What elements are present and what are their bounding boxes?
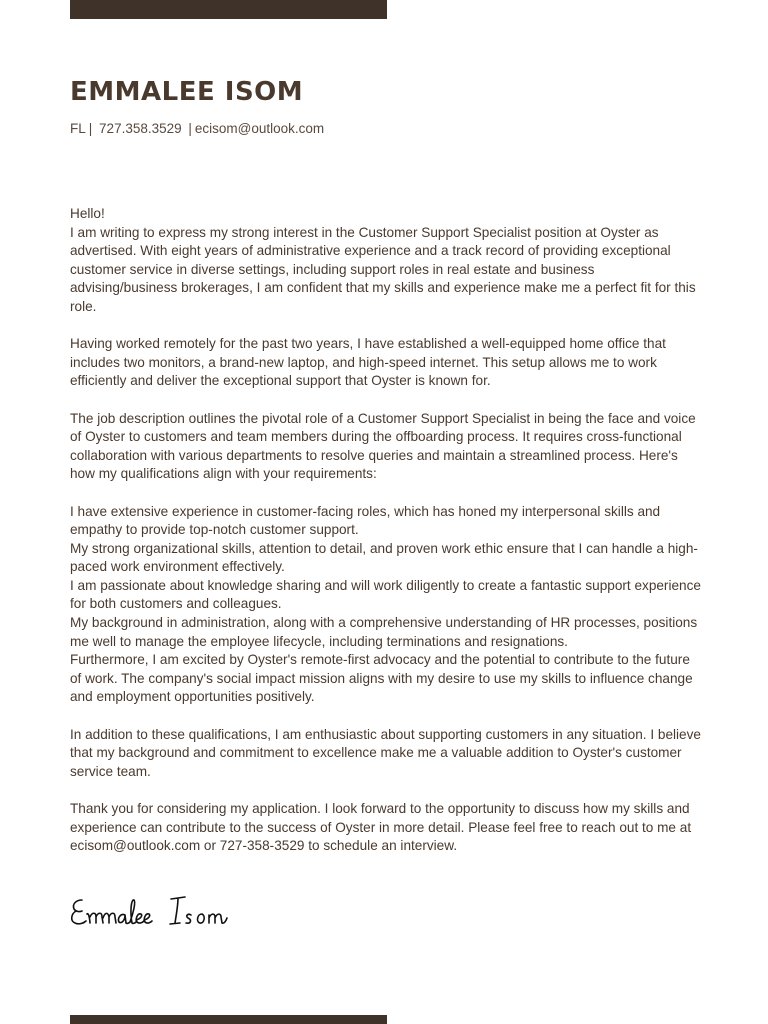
contact-separator: | — [188, 121, 192, 136]
closing-paragraph: Thank you for considering my application. I look forward to the opportunity to discuss how my skills and experience can contribute to the success of Oyster in more detail. Please feel free to reach out to me at ecisom@outlook.com or 727-358-3529 to schedule an interview. — [70, 801, 692, 854]
qualification-item: My strong organizational skills, attention to detail, and proven work ethic ensure that I can handle a high-paced work environment effectively. — [70, 540, 698, 575]
qualification-item: My background in administration, along with a comprehensive understanding of HR processes, positions me well to manage the employee lifecycle, including terminations and resignations. — [70, 615, 698, 649]
qualification-item: Furthermore, I am excited by Oyster's remote-first advocacy and the potential to contribute to the future of work. The company's social impact mission aligns with my desire to use my skills to influence change and employment opportunities positively. — [70, 652, 693, 705]
applicant-name: EMMALEE ISOM — [70, 77, 304, 107]
letter-body — [70, 205, 702, 874]
contact-separator: | — [88, 121, 93, 136]
qualification-item: I have extensive experience in customer-facing roles, which has honed my interpersonal skills and empathy to provide top-notch customer support. — [70, 503, 661, 538]
body-paragraph: I am writing to express my strong interest in the Customer Support Specialist position at Oyster as advertised. With eight years of administrative experience and a track record of providing exceptional customer service in diverse settings, including support roles in real estate and business advising/business brokerages, I am confident that my skills and experience make me a perfect fit for this role. — [70, 224, 696, 314]
closing-paragraph: In addition to these qualifications, I am enthusiastic about supporting customers in any situation. I believe that my background and commitment to excellence make me a valuable addition to Oyster's customer service team. — [70, 726, 701, 779]
top-accent-bar — [70, 0, 387, 19]
qualification-item: I am passionate about knowledge sharing and will work diligently to create a fantastic support experience for both customers and colleagues. — [70, 577, 701, 612]
handwritten-signature — [68, 890, 298, 934]
bottom-accent-bar — [70, 1015, 387, 1024]
email-address: ecisom@outlook.com — [194, 121, 325, 136]
location: FL — [70, 121, 86, 136]
body-paragraph: The job description outlines the pivotal role of a Customer Support Specialist in being the face and voice of Oyster to customers and team members during the offboarding process. It requires cross-functional collaboration with various departments to resolve queries and maintain a streamlined process. Here's how my qualifications align with your requirements: — [70, 410, 696, 482]
body-paragraph: Having worked remotely for the past two years, I have established a well-equipped home office that includes two monitors, a brand-new laptop, and high-speed internet. This setup allows me to work efficiently and deliver the exceptional support that Oyster is known for. — [70, 336, 666, 389]
phone-number: 727.358.3529 — [99, 121, 182, 136]
greeting: Hello! — [70, 206, 105, 221]
contact-line — [70, 120, 324, 138]
